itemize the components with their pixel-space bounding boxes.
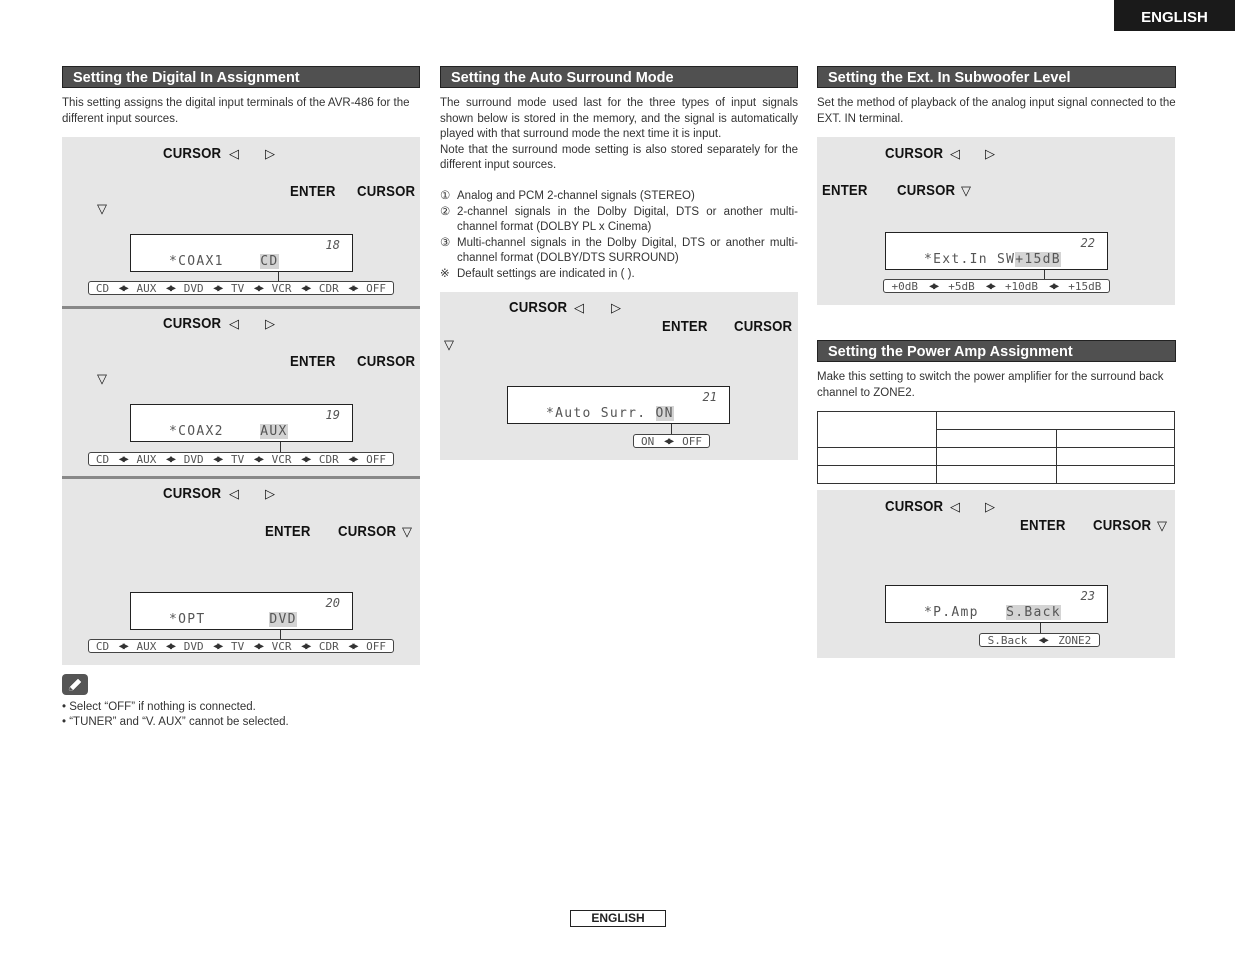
- option-item: CDR: [318, 281, 339, 295]
- option-chain-power-amp: [979, 633, 1100, 647]
- cursor-down-icon: ▽: [402, 524, 412, 539]
- double-arrow-icon: ◀▶: [253, 453, 262, 465]
- cursor-left-icon: ◁: [574, 300, 584, 315]
- option-item: +5dB: [948, 279, 975, 293]
- table-row: [818, 466, 1175, 484]
- selection-pointer: [671, 424, 672, 434]
- lcd-selected-value: AUX: [260, 424, 288, 439]
- list-text: Multi-channel signals in the Dolby Digital, DTS or another multi-channel format (DOLBY/DTS SURROUND): [457, 236, 798, 264]
- power-amp-intro: Make this setting to switch the power amplifier for the surround back channel to ZONE2.: [817, 371, 1164, 399]
- digital-in-steps-panel: [62, 137, 420, 665]
- lcd-text-row: [924, 605, 1061, 620]
- lcd-display-opt: [130, 592, 353, 630]
- list-marker: ※: [440, 267, 450, 280]
- auto-surround-section-title: Setting the Auto Surround Mode: [440, 66, 798, 88]
- enter-key-label: ENTER: [290, 183, 336, 200]
- lcd-label: *COAX1: [169, 254, 224, 269]
- double-arrow-icon: ◀▶: [348, 282, 357, 294]
- lcd-menu-number: 21: [702, 390, 717, 404]
- table-row: [818, 448, 1175, 466]
- selection-pointer: [280, 630, 281, 639]
- cursor-key-label: CURSOR: [163, 485, 222, 502]
- option-item: +10dB: [1004, 279, 1039, 293]
- option-chain-ext-in-sw: [883, 279, 1110, 293]
- cursor-right-icon: ▷: [985, 499, 995, 514]
- double-arrow-icon: ◀▶: [985, 280, 994, 292]
- double-arrow-icon: ◀▶: [301, 640, 310, 652]
- cursor-key-label: CURSOR: [885, 498, 944, 515]
- digital-in-intro: This setting assigns the digital input terminals of the AVR-486 for the different input sources.: [62, 97, 410, 125]
- double-arrow-icon: ◀▶: [166, 282, 175, 294]
- cursor-key-label: CURSOR: [357, 183, 416, 200]
- list-marker: ①: [440, 190, 451, 202]
- lcd-menu-number: 18: [325, 238, 340, 252]
- option-item: DVD: [183, 452, 204, 466]
- footer-language-label: ENGLISH: [570, 910, 666, 927]
- cursor-key-label: CURSOR: [357, 353, 416, 370]
- option-item: VCR: [271, 281, 292, 295]
- option-item: +0dB: [891, 279, 919, 293]
- language-tab: ENGLISH: [1114, 0, 1235, 31]
- table-cell: [818, 466, 937, 484]
- option-item: S.Back: [987, 633, 1028, 647]
- digital-in-section-title: Setting the Digital In Assignment: [62, 66, 420, 88]
- lcd-selected-value: CD: [260, 254, 279, 269]
- cursor-key-label: CURSOR: [734, 318, 793, 335]
- lcd-label: *OPT: [169, 612, 206, 627]
- double-arrow-icon: ◀▶: [118, 640, 127, 652]
- lcd-display-auto-surround: [507, 386, 730, 424]
- cursor-right-icon: ▷: [265, 486, 275, 501]
- option-item: ZONE2: [1058, 633, 1092, 647]
- cursor-right-icon: ▷: [611, 300, 621, 315]
- lcd-label: *COAX2: [169, 424, 224, 439]
- cursor-key-label: CURSOR: [509, 299, 568, 316]
- option-item: OFF: [682, 434, 703, 448]
- list-marker: ②: [440, 205, 451, 218]
- enter-key-label: ENTER: [290, 353, 336, 370]
- power-amp-table: [817, 411, 1175, 484]
- option-item: +15dB: [1068, 279, 1102, 293]
- option-item: VCR: [271, 639, 292, 653]
- option-item: CD: [95, 452, 110, 466]
- cursor-right-icon: ▷: [985, 146, 995, 161]
- cursor-left-icon: ◁: [229, 146, 239, 161]
- lcd-label: *Auto Surr.: [546, 406, 647, 421]
- cursor-left-icon: ◁: [229, 486, 239, 501]
- cursor-key-label: CURSOR: [338, 523, 397, 540]
- double-arrow-icon: ◀▶: [213, 640, 222, 652]
- enter-key-label: ENTER: [265, 523, 311, 540]
- lcd-display-coax1: [130, 234, 353, 272]
- table-cell: [937, 448, 1057, 466]
- cursor-left-icon: ◁: [229, 316, 239, 331]
- list-text: Analog and PCM 2-channel signals (STEREO): [457, 190, 695, 202]
- list-item: [440, 236, 798, 267]
- option-item: AUX: [136, 639, 157, 653]
- double-arrow-icon: ◀▶: [929, 280, 938, 292]
- double-arrow-icon: ◀▶: [1038, 634, 1047, 646]
- option-item: TV: [231, 639, 245, 653]
- ext-in-sw-section-title: Setting the Ext. In Subwoofer Level: [817, 66, 1176, 88]
- cursor-key-label: CURSOR: [163, 315, 222, 332]
- step-divider: [62, 476, 420, 479]
- lcd-selected-value: +15dB: [1015, 252, 1061, 267]
- signal-type-list: [440, 189, 798, 282]
- double-arrow-icon: ◀▶: [166, 453, 175, 465]
- double-arrow-icon: ◀▶: [301, 282, 310, 294]
- option-item: CD: [95, 281, 110, 295]
- lcd-label: *P.Amp: [924, 605, 979, 620]
- double-arrow-icon: ◀▶: [301, 453, 310, 465]
- selection-pointer: [280, 442, 281, 452]
- list-item: [440, 267, 798, 283]
- option-chain-coax1: [88, 281, 394, 295]
- cursor-right-icon: ▷: [265, 146, 275, 161]
- lcd-menu-number: 22: [1080, 236, 1095, 250]
- option-item: CDR: [318, 639, 339, 653]
- option-item: TV: [231, 281, 245, 295]
- lcd-text-row: [546, 406, 674, 421]
- cursor-key-label: CURSOR: [163, 145, 222, 162]
- double-arrow-icon: ◀▶: [213, 453, 222, 465]
- list-text: Default settings are indicated in ( ).: [457, 267, 635, 280]
- enter-key-label: ENTER: [1020, 517, 1066, 534]
- cursor-down-icon: ▽: [97, 201, 107, 216]
- option-chain-opt: [88, 639, 394, 653]
- power-amp-section-title: Setting the Power Amp Assignment: [817, 340, 1176, 362]
- table-cell: [818, 448, 937, 466]
- lcd-display-power-amp: [885, 585, 1108, 623]
- cursor-key-label: CURSOR: [1093, 517, 1152, 534]
- option-item: VCR: [271, 452, 292, 466]
- lcd-text-row: [169, 254, 279, 269]
- option-item: DVD: [183, 639, 204, 653]
- ext-in-sw-intro: Set the method of playback of the analog input signal connected to the EXT. IN terminal.: [817, 97, 1176, 125]
- digital-in-notes: [62, 700, 289, 730]
- table-cell: [1057, 430, 1175, 448]
- auto-surround-intro: [440, 96, 798, 174]
- option-item: OFF: [366, 639, 387, 653]
- table-cell: [1057, 448, 1175, 466]
- lcd-display-coax2: [130, 404, 353, 442]
- lcd-selected-value: DVD: [269, 612, 297, 627]
- double-arrow-icon: ◀▶: [1049, 280, 1058, 292]
- note-line: • “TUNER” and “V. AUX” cannot be selected.: [62, 716, 289, 728]
- list-text: 2-channel signals in the Dolby Digital, DTS or another multi-channel format (DOLBY PL x Cinema): [457, 205, 798, 233]
- double-arrow-icon: ◀▶: [253, 282, 262, 294]
- cursor-down-icon: ▽: [1157, 518, 1167, 533]
- option-item: OFF: [366, 281, 387, 295]
- double-arrow-icon: ◀▶: [253, 640, 262, 652]
- table-cell: [937, 466, 1057, 484]
- cursor-key-label: CURSOR: [897, 182, 956, 199]
- cursor-left-icon: ◁: [950, 146, 960, 161]
- double-arrow-icon: ◀▶: [348, 640, 357, 652]
- lcd-menu-number: 23: [1080, 589, 1095, 603]
- enter-key-label: ENTER: [662, 318, 708, 335]
- step-divider: [62, 306, 420, 309]
- list-item: [440, 189, 798, 205]
- lcd-selected-value: ON: [655, 406, 674, 421]
- option-item: TV: [231, 452, 245, 466]
- lcd-menu-number: 19: [325, 408, 340, 422]
- lcd-text-row: [169, 424, 288, 439]
- option-item: DVD: [183, 281, 204, 295]
- option-item: AUX: [136, 281, 157, 295]
- cursor-key-label: CURSOR: [885, 145, 944, 162]
- lcd-label: *Ext.In SW: [924, 252, 1016, 267]
- cursor-down-icon: ▽: [961, 183, 971, 198]
- lcd-text-row: [169, 612, 297, 627]
- lcd-text-row: [924, 252, 1061, 267]
- lcd-selected-value: S.Back: [1006, 605, 1061, 620]
- option-chain-coax2: [88, 452, 394, 466]
- option-item: AUX: [136, 452, 157, 466]
- list-marker: ③: [440, 236, 451, 249]
- table-cell: [818, 412, 937, 448]
- selection-pointer: [1044, 270, 1045, 279]
- intro-paragraph: Note that the surround mode setting is also stored separately for the different input sources.: [440, 143, 798, 171]
- cursor-left-icon: ◁: [950, 499, 960, 514]
- lcd-menu-number: 20: [325, 596, 340, 610]
- lcd-display-ext-in-sw: [885, 232, 1108, 270]
- option-chain-auto-surround: [633, 434, 710, 448]
- option-item: OFF: [366, 452, 387, 466]
- pencil-note-icon: [62, 674, 88, 695]
- cursor-down-icon: ▽: [97, 371, 107, 386]
- selection-pointer: [1040, 623, 1041, 633]
- cursor-right-icon: ▷: [265, 316, 275, 331]
- cursor-down-icon: ▽: [444, 337, 454, 352]
- double-arrow-icon: ◀▶: [213, 282, 222, 294]
- option-item: CDR: [318, 452, 339, 466]
- double-arrow-icon: ◀▶: [348, 453, 357, 465]
- double-arrow-icon: ◀▶: [166, 640, 175, 652]
- double-arrow-icon: ◀▶: [118, 453, 127, 465]
- enter-key-label: ENTER: [822, 182, 868, 199]
- table-cell: [937, 430, 1057, 448]
- list-item: [440, 205, 798, 236]
- option-item: CD: [95, 639, 110, 653]
- option-item: ON: [640, 434, 655, 448]
- table-cell: [1057, 466, 1175, 484]
- table-cell: [937, 412, 1175, 430]
- double-arrow-icon: ◀▶: [664, 435, 673, 447]
- note-line: • Select “OFF” if nothing is connected.: [62, 701, 256, 713]
- intro-paragraph: The surround mode used last for the three types of input signals shown below is stored in the memory, and the signal is automatically played with that surround mode the next time it is input.: [440, 97, 798, 140]
- table-row: [818, 412, 1175, 430]
- selection-pointer: [278, 272, 279, 281]
- double-arrow-icon: ◀▶: [118, 282, 127, 294]
